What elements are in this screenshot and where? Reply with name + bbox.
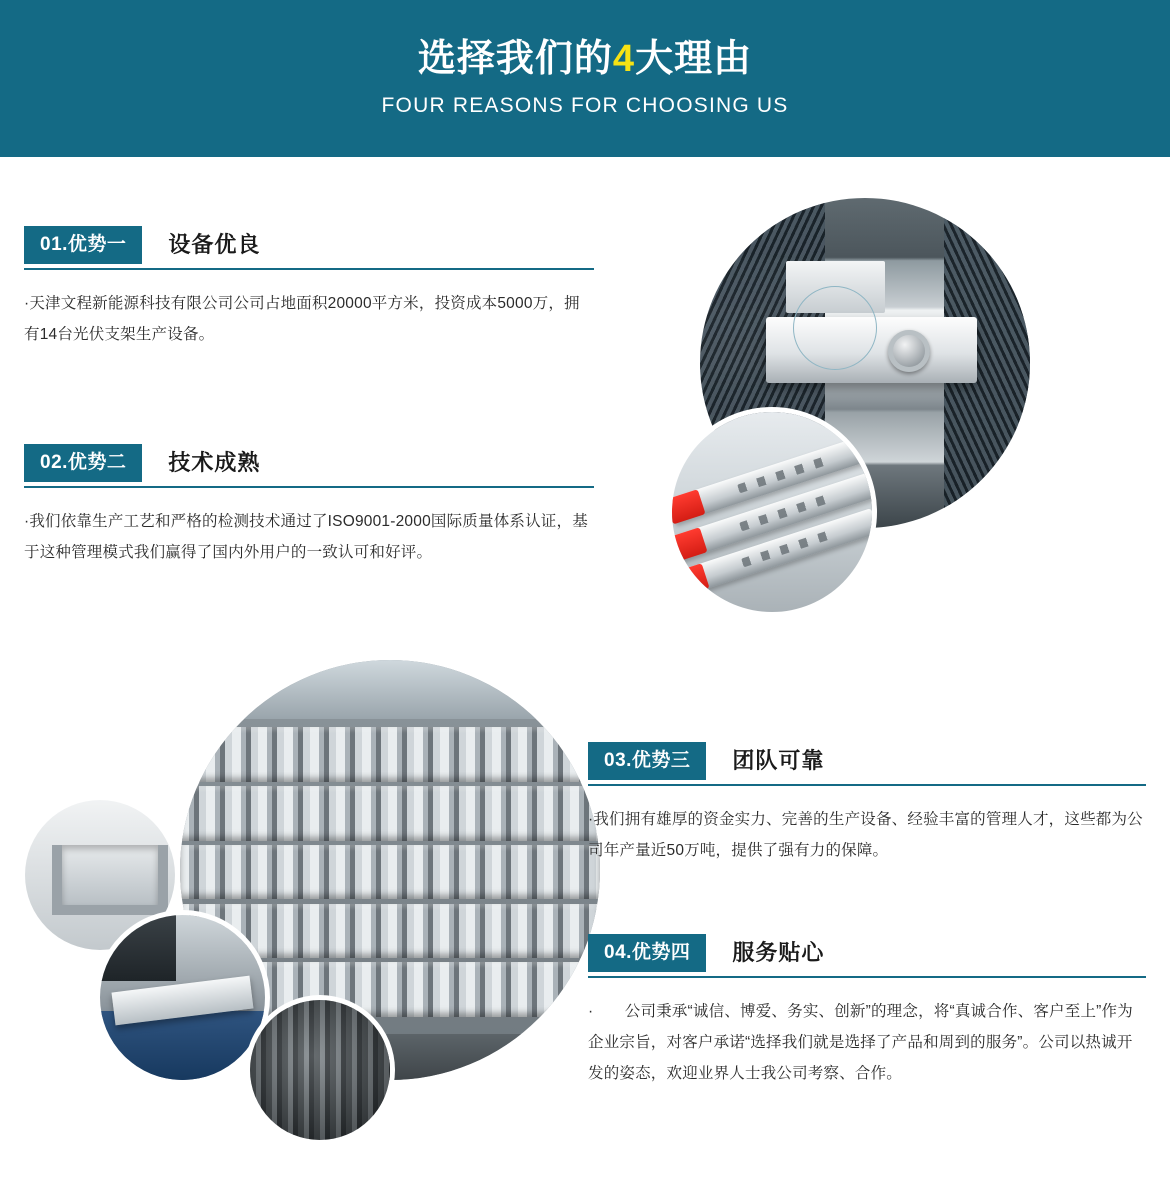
- page-header: [0, 0, 1170, 157]
- advantage-block-1: [24, 222, 594, 350]
- advantage-2-title: 技术成熟: [168, 450, 261, 475]
- photo-red-tipped-channel-bars: [672, 412, 872, 612]
- advantage-3-title: 团队可靠: [732, 748, 825, 773]
- advantage-4-title: 服务贴心: [732, 940, 825, 965]
- advantage-1-text: ·天津文程新能源科技有限公司公司占地面积20000平方米，投资成本5000万，拥有14台光伏支架生产设备。: [24, 295, 580, 343]
- machine-frame: [100, 915, 176, 981]
- advantage-block-2: [24, 440, 594, 568]
- advantage-4-tag: 04.优势四: [588, 934, 706, 972]
- bar-tip-1: [672, 489, 706, 524]
- advantage-block-3: [588, 738, 1146, 866]
- stack-background: [180, 660, 600, 719]
- page-title: [418, 39, 752, 81]
- advantage-4-rule: [588, 976, 1146, 978]
- advantage-block-4: [588, 930, 1146, 1089]
- photo-steel-coils: [250, 1000, 390, 1140]
- stack-row-1: [180, 727, 600, 782]
- page-title-suffix: 大理由: [635, 37, 753, 80]
- advantage-2-head: [24, 440, 594, 482]
- advantage-3-tag: 03.优势三: [588, 742, 706, 780]
- c-section-shape: [52, 845, 168, 915]
- advantage-4-text: · 公司秉承“诚信、博爱、务实、创新”的理念，将“真诚合作、客户至上”作为企业宗旨，对客户承诺“选择我们就是选择了产品和周到的服务”。公司以热诚开发的姿态，欢迎业界人士我公司考察、合作。: [588, 1003, 1133, 1082]
- clamp-bolt: [888, 330, 930, 372]
- coils-shading: [250, 1000, 390, 1140]
- advantage-1-tag: 01.优势一: [24, 226, 142, 264]
- photo-roll-forming-machine: [100, 915, 265, 1080]
- advantage-1-head: [24, 222, 594, 264]
- advantage-2-text: ·我们依靠生产工艺和严格的检测技术通过了ISO9001-2000国际质量体系认证，基于这种管理模式我们赢得了国内外用户的一致认可和好评。: [24, 513, 588, 561]
- advantage-1-title: 设备优良: [168, 232, 261, 257]
- advantage-3-rule: [588, 784, 1146, 786]
- advantage-2-rule: [24, 486, 594, 488]
- bar-tip-2: [672, 527, 708, 562]
- stack-row-3: [180, 845, 600, 900]
- advantage-2-tag: 02.优势二: [24, 444, 142, 482]
- page-title-prefix: 选择我们的: [417, 37, 613, 80]
- advantage-4-head: [588, 930, 1146, 972]
- bar-tip-3: [672, 563, 710, 598]
- advantage-3-head: [588, 738, 1146, 780]
- page-title-accent: 4: [612, 37, 636, 80]
- advantage-3-text: ·我们拥有雄厚的资金实力、完善的生产设备、经验丰富的管理人才，这些都为公司年产量近50万吨，提供了强有力的保障。: [588, 811, 1143, 859]
- advantage-1-rule: [24, 268, 594, 270]
- page-subtitle: FOUR REASONS FOR CHOOSING US: [381, 94, 789, 118]
- decorative-ring-top: [793, 286, 877, 370]
- stack-row-2: [180, 786, 600, 841]
